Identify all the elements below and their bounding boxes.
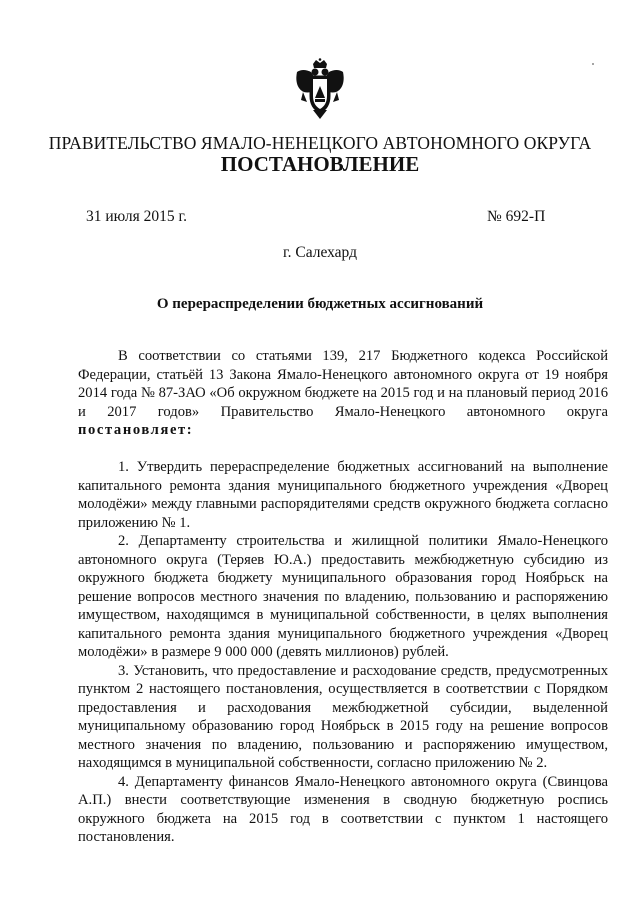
intro-paragraph bbox=[78, 347, 608, 440]
document-type: ПОСТАНОВЛЕНИЕ bbox=[220, 152, 420, 176]
intro-emphasis: постановляет: bbox=[78, 422, 194, 438]
document-title: О перераспределении бюджетных ассигнований bbox=[156, 296, 484, 312]
document-city: г. Салехард bbox=[283, 244, 357, 261]
decree-item-4: 4. Департаменту финансов Ямало-Ненецкого автономного округа (Свинцова А.П.) внести соответствующие изменения в сводную бюджетную роспись окружного бюджета на 2015 год в соответствии с пунктом 1 настоящего постановления. bbox=[78, 773, 608, 845]
coat-of-arms-icon bbox=[293, 58, 347, 120]
decree-item-3: 3. Установить, что предоставление и расходование средств, предусмотренных пунктом 2 настоящего постановления, осуществляется в соответствии с Порядком предоставления и расходования межбюджетной субсидии, выделенной муниципальному образованию город Ноябрьск в 2015 году на решение вопросов местного значения по владению, пользованию и распоряжению имуществом, находящимся в муниципальной собственности, согласно приложению № 2. bbox=[78, 662, 608, 771]
scan-speck bbox=[592, 63, 594, 65]
decree-item-1: 1. Утвердить перераспределение бюджетных ассигнований на выполнение капитального ремонта здания муниципального бюджетного учреждения «Дворец молодёжи» между главными распорядителями средств окружного бюджета согласно приложению № 1. bbox=[78, 459, 608, 531]
decree-items bbox=[78, 458, 608, 847]
document-number: № 692-П bbox=[487, 208, 546, 225]
organization-name: ПРАВИТЕЛЬСТВО ЯМАЛО-НЕНЕЦКОГО АВТОНОМНОГО ОКРУГА bbox=[48, 133, 592, 153]
document-date: 31 июля 2015 г. bbox=[86, 208, 187, 225]
intro-text: В соответствии со статьями 139, 217 Бюджетного кодекса Российской Федерации, статьёй 13 Закона Ямало-Ненецкого автономного округа от 19 ноября 2014 года № 87-ЗАО «Об окружном бюджете на 2015 год и на плановый период 2016 и 2017 годов» Правительство Ямало-Ненецкого автономного округа bbox=[78, 348, 608, 420]
decree-item-2: 2. Департаменту строительства и жилищной политики Ямало-Ненецкого автономного округа (Теряев Ю.А.) предоставить межбюджетную субсидию из окружного бюджета бюджету муниципального образования город Ноябрьск на решение вопросов местного значения по владению, пользованию и распоряжению имуществом, находящимся в муниципальной собственности, в целях выполнения капитального ремонта здания муниципального бюджетного учреждения «Дворец молодёжи» в размере 9 000 000 (девять миллионов) рублей. bbox=[78, 533, 608, 660]
